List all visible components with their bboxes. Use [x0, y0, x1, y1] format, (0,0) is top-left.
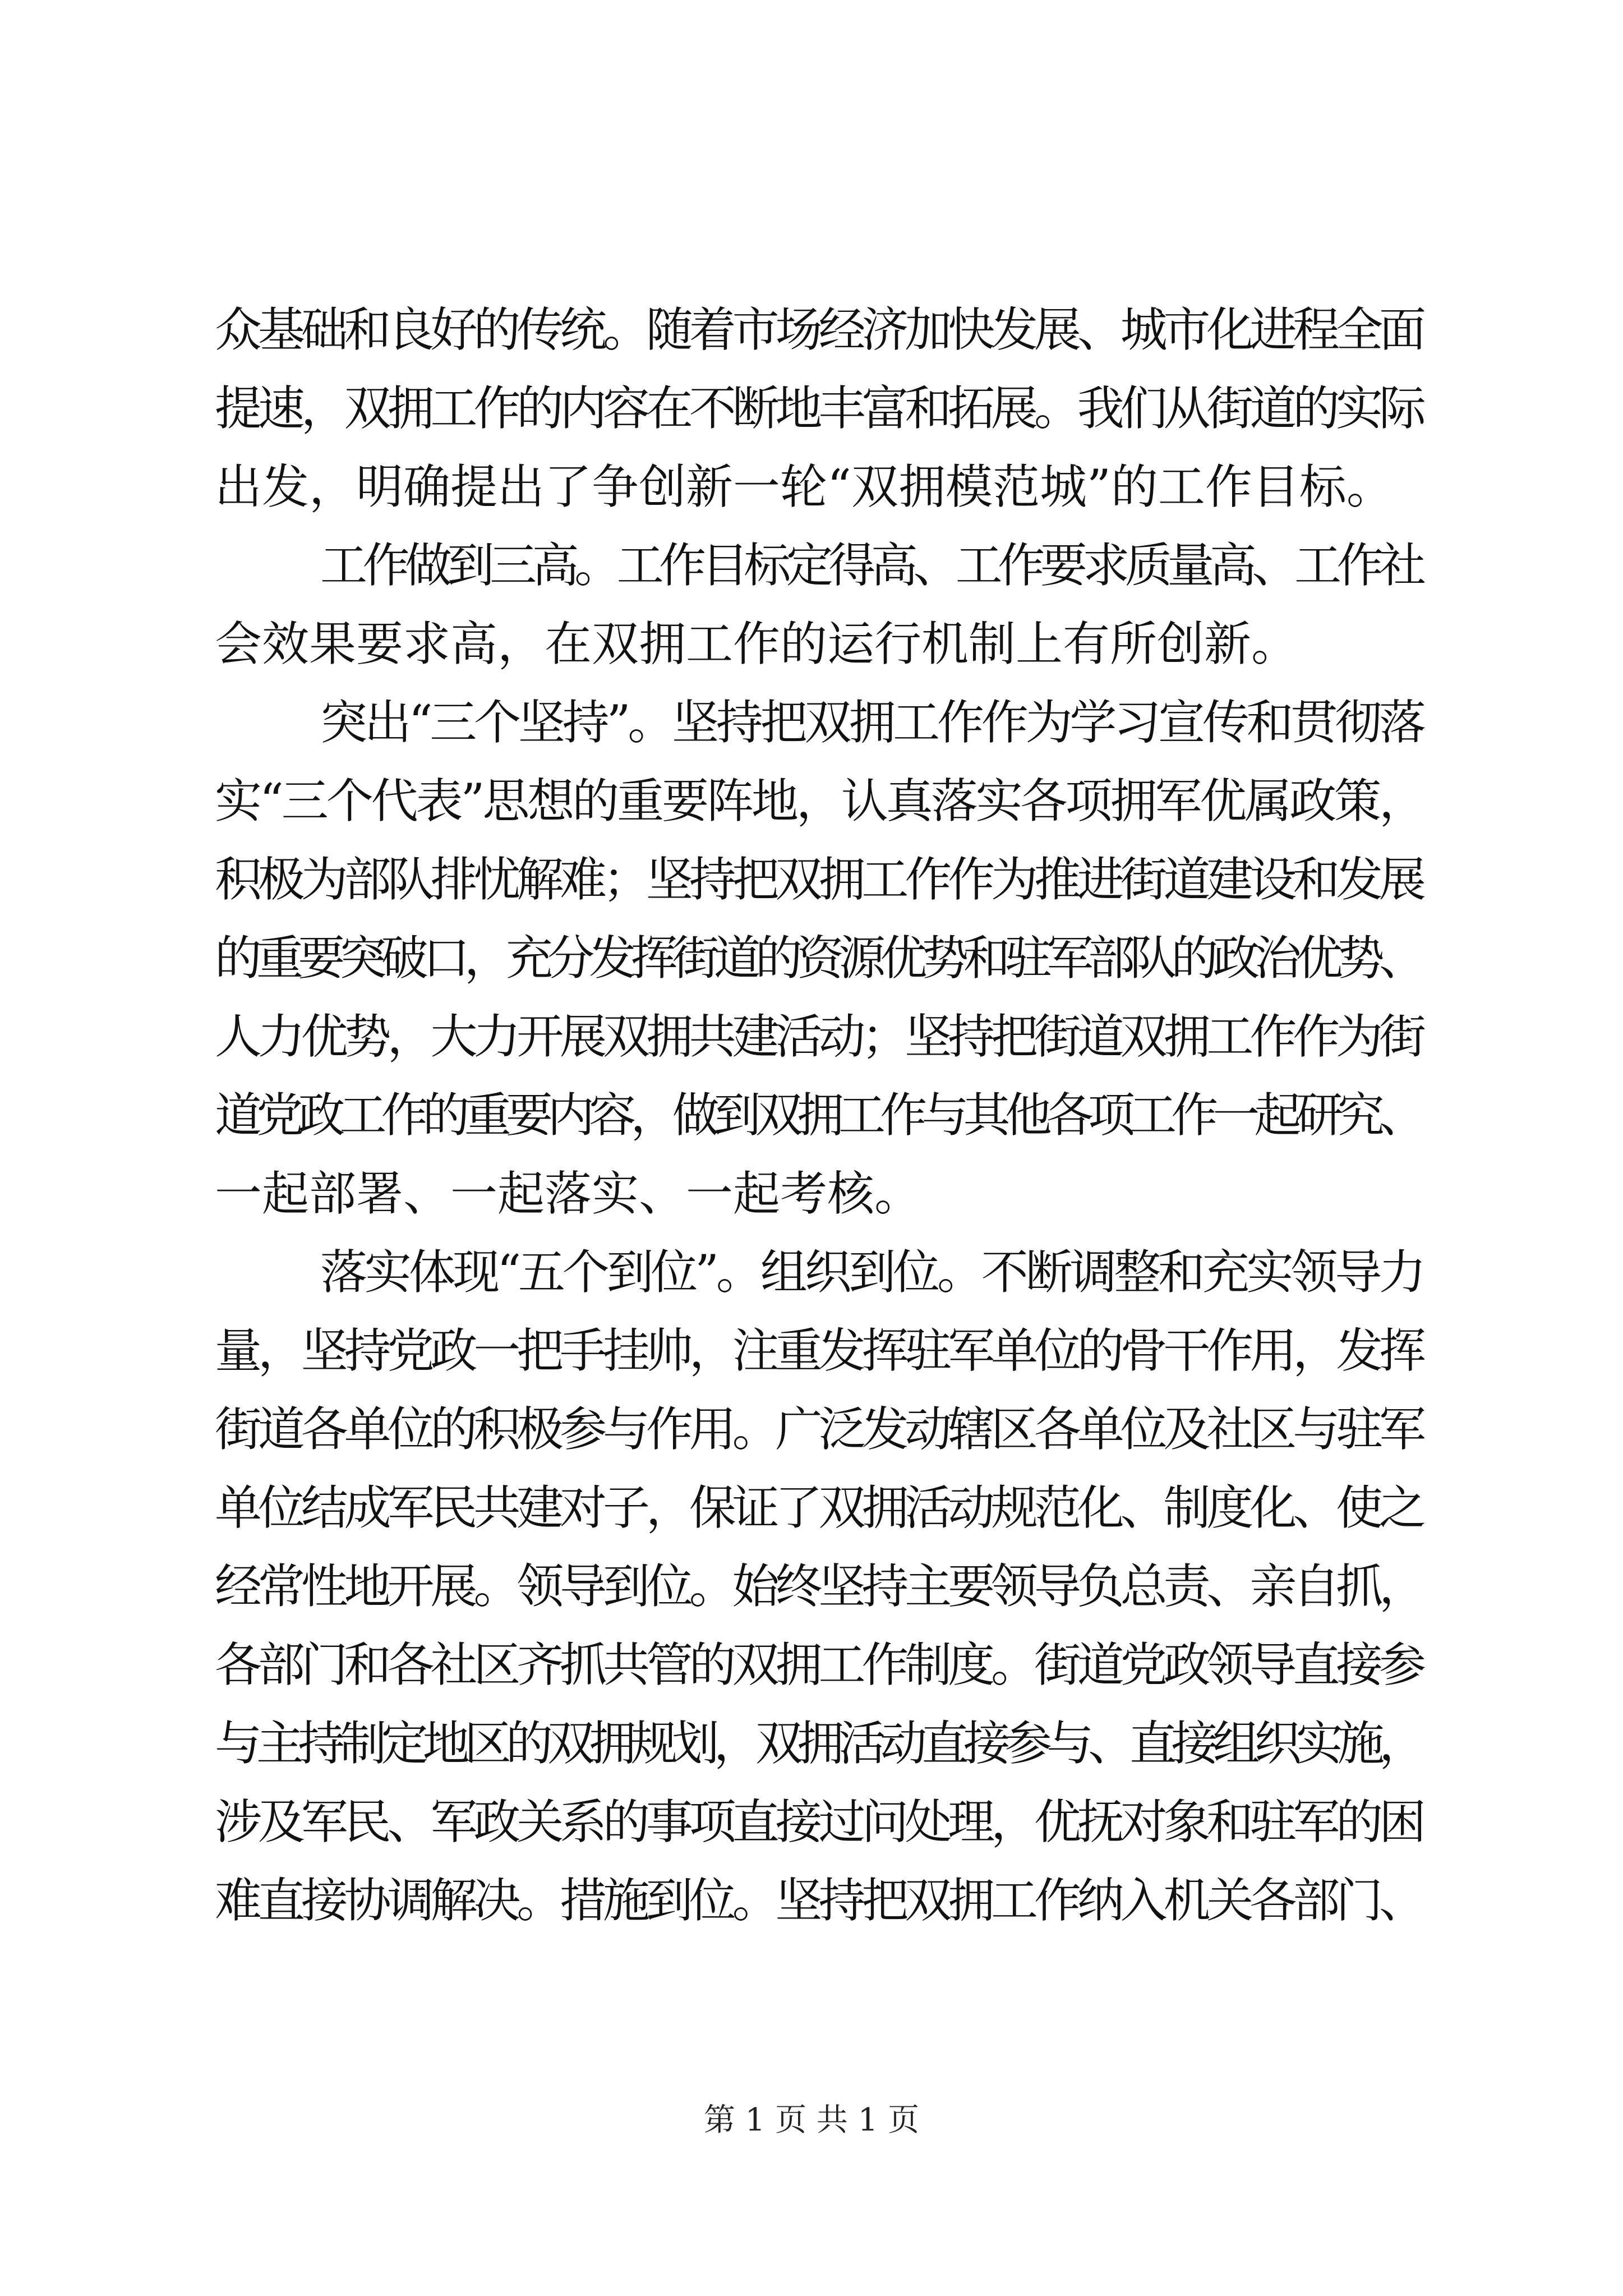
text-line: 道党政工作的重要内容，做到双拥工作与其他各项工作一起研究、	[215, 1088, 1421, 1143]
text-line: 难直接协调解决。措施到位。坚持把双拥工作纳入机关各部门、	[215, 1873, 1422, 1928]
text-line: 各部门和各社区齐抓共管的双拥工作制度。街道党政领导直接参	[215, 1637, 1422, 1692]
text-line: 出发，明确提出了争创新一轮“双拥模范城”的工作目标。	[215, 459, 1394, 514]
text-line: 提速，双拥工作的内容在不断地丰富和拓展。我们从街道的实际	[215, 381, 1422, 436]
text-line: 与主持制定地区的双拥规划，双拥活动直接参与、直接组织实施，	[215, 1716, 1421, 1771]
page-footer: 第 1 页 共 1 页	[703, 2102, 920, 2138]
paragraph	[215, 1233, 1426, 1940]
text-line: 量，坚持党政一把手挂帅，注重发挥驻军单位的骨干作用，发挥	[215, 1323, 1422, 1378]
text-line: 一起部署、一起落实、一起考核。	[215, 1166, 922, 1221]
text-line: 街道各单位的积极参与作用。广泛发动辖区各单位及社区与驻军	[215, 1402, 1422, 1457]
text-line: 工作做到三高。工作目标定得高、工作要求质量高、工作社	[320, 538, 1422, 593]
paragraph	[215, 683, 1426, 1233]
document-body	[215, 291, 1426, 1940]
text-line: 会效果要求高，在双拥工作的运行机制上有所创新。	[215, 616, 1299, 671]
text-line: 人力优势，大力开展双拥共建活动；坚持把街道双拥工作作为街	[215, 1009, 1422, 1064]
text-line: 涉及军民、军政关系的事项直接过问处理，优抚对象和驻军的困	[215, 1795, 1422, 1849]
text-line: 单位结成军民共建对子，保证了双拥活动规范化、制度化、使之	[215, 1480, 1422, 1535]
text-line: 突出“三个坚持”。坚持把双拥工作作为学习宣传和贯彻落	[320, 695, 1423, 750]
text-line: 众基础和良好的传统。随着市场经济加快发展、城市化进程全面	[215, 302, 1422, 357]
paragraph	[215, 526, 1426, 683]
text-line: 落实体现“五个到位”。组织到位。不断调整和充实领导力	[320, 1245, 1423, 1300]
text-line: 实“三个代表”思想的重要阵地，认真落实各项拥军优属政策，	[215, 774, 1424, 829]
text-line: 的重要突破口，充分发挥街道的资源优势和驻军部队的政治优势、	[215, 931, 1421, 986]
text-line: 积极为部队排忧解难；坚持把双拥工作作为推进街道建设和发展	[215, 852, 1422, 907]
paragraph	[215, 291, 1426, 526]
text-line: 经常性地开展。领导到位。始终坚持主要领导负总责、亲自抓，	[215, 1559, 1422, 1614]
